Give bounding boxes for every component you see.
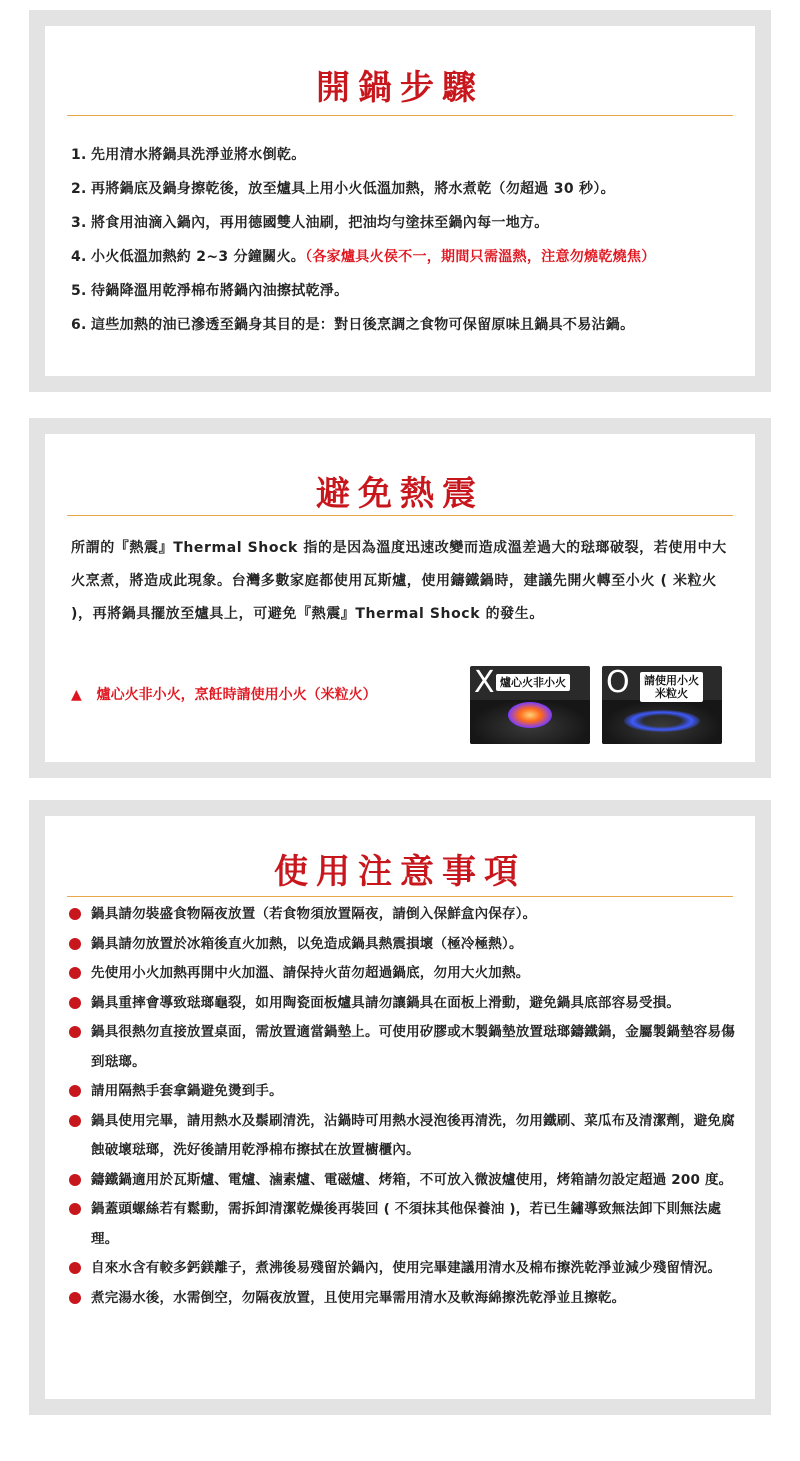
section-thermal-shock xyxy=(29,418,771,778)
note-item: 鍋蓋頭螺絲若有鬆動，需拆卸清潔乾燥後再裝回 ( 不須抹其他保養油 )，若已生鏽導致無法卸下則無法處理。 xyxy=(65,1195,739,1254)
note-item: 鍋具重摔會導致琺瑯龜裂，如用陶瓷面板爐具請勿讓鍋具在面板上滑動，避免鍋具底部容易受損。 xyxy=(65,989,739,1019)
correct-mark-icon: O xyxy=(606,666,630,700)
section-card xyxy=(45,26,755,376)
step-item: 2. 再將鍋底及鍋身擦乾後，放至爐具上用小火低溫加熱，將水煮乾（勿超過 30 秒）。 xyxy=(71,181,615,197)
note-item: 自來水含有較多鈣鎂離子，煮沸後易殘留於鍋內，使用完畢建議用清水及棉布擦洗乾淨並減少殘留情況。 xyxy=(65,1254,739,1284)
note-item: 煮完湯水後，水需倒空，勿隔夜放置，且使用完畢需用清水及軟海綿擦洗乾淨並且擦乾。 xyxy=(65,1284,739,1314)
title-divider xyxy=(67,515,733,516)
step-item: 4. 小火低溫加熱約 2~3 分鐘關火。（各家爐具火侯不一，期間只需溫熱，注意勿燒乾燒焦） xyxy=(71,249,656,265)
note-item: 鍋具請勿裝盛食物隔夜放置（若食物須放置隔夜，請倒入保鮮盒內保存）。 xyxy=(65,900,739,930)
bullet-dot-icon xyxy=(69,1203,81,1215)
thermal-shock-paragraph: 所謂的『熱震』Thermal Shock 指的是因為溫度迅速改變而造成溫差過大的琺瑯破裂，若使用中大火烹煮，將造成此現象。台灣多數家庭都使用瓦斯爐，使用鑄鐵鍋時，建議先開火轉至小火 ( 米粒火 )，再將鍋具擺放至爐具上，可避免『熱震』Thermal Shock 的發生。 xyxy=(71,540,727,622)
section-title: 開鍋步驟 xyxy=(316,68,484,108)
notes-list xyxy=(65,900,739,1313)
steps-list xyxy=(71,138,735,342)
bullet-dot-icon xyxy=(69,967,81,979)
bullet-dot-icon xyxy=(69,1026,81,1038)
step-item: 1. 先用清水將鍋具洗淨並將水倒乾。 xyxy=(71,147,306,163)
bullet-dot-icon xyxy=(69,908,81,920)
burner-photo-wrong xyxy=(470,666,590,744)
burner-photo-correct xyxy=(602,666,722,744)
title-divider xyxy=(67,896,733,897)
bullet-dot-icon xyxy=(69,1174,81,1186)
bullet-dot-icon xyxy=(69,1262,81,1274)
bullet-dot-icon xyxy=(69,938,81,950)
section-title: 使用注意事項 xyxy=(274,852,526,892)
wrong-mark-icon: X xyxy=(474,666,495,700)
photo-caption: 爐心火非小火 xyxy=(496,674,570,691)
step-warning: （各家爐具火侯不一，期間只需溫熱，注意勿燒乾燒焦） xyxy=(305,249,656,265)
note-item: 請用隔熱手套拿鍋避免燙到手。 xyxy=(65,1077,739,1107)
section-title: 避免熱震 xyxy=(316,474,484,514)
bullet-dot-icon xyxy=(69,1115,81,1127)
section-card xyxy=(45,816,755,1399)
title-divider xyxy=(67,115,733,116)
step-item: 5. 待鍋降溫用乾淨棉布將鍋內油擦拭乾淨。 xyxy=(71,283,349,299)
section-usage-notes xyxy=(29,800,771,1415)
step-item: 3. 將食用油滴入鍋內，再用德國雙人油刷，把油均勻塗抹至鍋內每一地方。 xyxy=(71,215,549,231)
section-opening-steps xyxy=(29,10,771,392)
note-item: 先使用小火加熱再開中火加溫、請保持火苗勿超過鍋底，勿用大火加熱。 xyxy=(65,959,739,989)
photo-caption: 請使用小火 米粒火 xyxy=(640,672,703,702)
section-card xyxy=(45,434,755,762)
note-item: 鍋具使用完畢，請用熱水及鬃刷清洗，沾鍋時可用熱水浸泡後再清洗，勿用鐵刷、菜瓜布及清潔劑，避免腐蝕破壞琺瑯，洗好後請用乾淨棉布擦拭在放置櫥櫃內。 xyxy=(65,1107,739,1166)
note-item: 鍋具很熱勿直接放置桌面，需放置適當鍋墊上。可使用矽膠或木製鍋墊放置琺瑯鑄鐵鍋，金屬製鍋墊容易傷到琺瑯。 xyxy=(65,1018,739,1077)
warning-triangle-icon: ▲ xyxy=(71,687,82,703)
bullet-dot-icon xyxy=(69,1292,81,1304)
bullet-dot-icon xyxy=(69,997,81,1009)
fire-warning: ▲ 爐心火非小火，烹飪時請使用小火（米粒火） xyxy=(71,687,377,703)
step-item: 6. 這些加熱的油已滲透至鍋身其目的是：對日後烹調之食物可保留原味且鍋具不易沾鍋。 xyxy=(71,317,635,333)
bullet-dot-icon xyxy=(69,1085,81,1097)
note-item: 鑄鐵鍋適用於瓦斯爐、電爐、滷素爐、電磁爐、烤箱，不可放入微波爐使用，烤箱請勿設定超過 200 度。 xyxy=(65,1166,739,1196)
note-item: 鍋具請勿放置於冰箱後直火加熱，以免造成鍋具熱震損壞（極冷極熱）。 xyxy=(65,930,739,960)
